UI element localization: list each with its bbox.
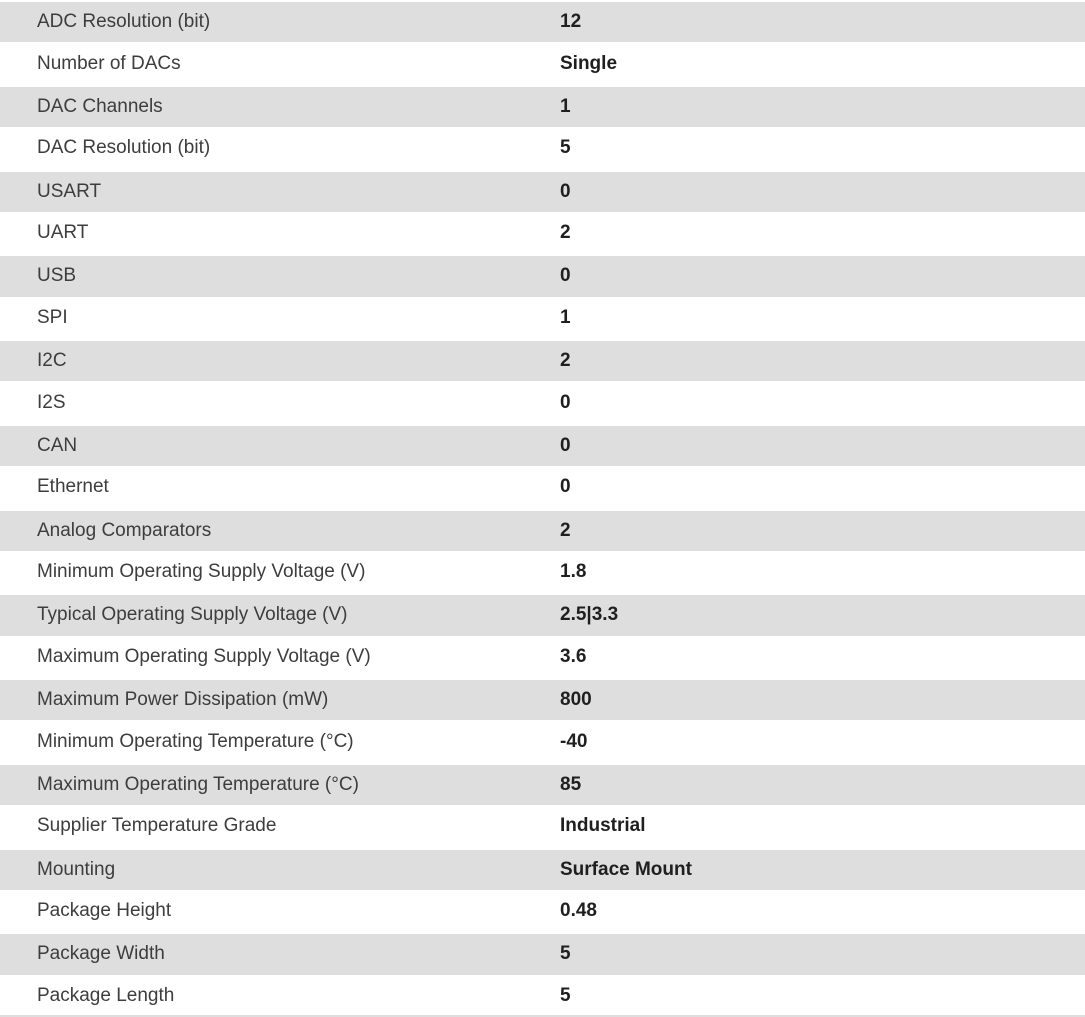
spec-row — [0, 848, 1085, 890]
spec-label: Number of DACs — [37, 52, 181, 74]
spec-row — [0, 424, 1085, 466]
spec-row — [0, 763, 1085, 805]
spec-value: 1 — [560, 95, 571, 117]
spec-row — [0, 720, 1085, 762]
spec-row — [0, 297, 1085, 339]
spec-value: 2 — [560, 519, 571, 541]
spec-value: 12 — [560, 11, 582, 33]
spec-value: 5 — [560, 943, 571, 965]
spec-value: Single — [560, 52, 618, 74]
spec-row — [0, 636, 1085, 678]
spec-value: 0 — [560, 180, 571, 202]
spec-label: Supplier Temperature Grade — [37, 815, 277, 837]
spec-row — [0, 212, 1085, 254]
spec-label: Minimum Operating Temperature (°C) — [37, 730, 354, 752]
spec-label: Typical Operating Supply Voltage (V) — [37, 604, 348, 626]
spec-value: 0 — [560, 434, 571, 456]
spec-label: Maximum Power Dissipation (mW) — [37, 689, 329, 711]
spec-label: Package Length — [37, 984, 175, 1006]
spec-label: Analog Comparators — [37, 519, 212, 541]
spec-value: Surface Mount — [560, 858, 692, 880]
spec-row — [0, 593, 1085, 635]
spec-label: CAN — [37, 434, 78, 456]
spec-value: 2 — [560, 350, 571, 372]
spec-value: 2 — [560, 222, 571, 244]
spec-row — [0, 42, 1085, 84]
spec-row — [0, 339, 1085, 381]
spec-row — [0, 890, 1085, 932]
spec-label: Package Height — [37, 900, 172, 922]
spec-label: SPI — [37, 306, 68, 328]
spec-row — [0, 254, 1085, 296]
spec-value: 1.8 — [560, 561, 587, 583]
spec-row — [0, 805, 1085, 847]
spec-label: Mounting — [37, 858, 116, 880]
spec-label: Ethernet — [37, 476, 109, 498]
spec-label: USB — [37, 265, 77, 287]
spec-value: 800 — [560, 689, 592, 711]
spec-value: -40 — [560, 730, 588, 752]
spec-label: I2S — [37, 391, 66, 413]
spec-row — [0, 381, 1085, 423]
spec-row — [0, 0, 1085, 42]
spec-value: 0 — [560, 476, 571, 498]
spec-label: Maximum Operating Supply Voltage (V) — [37, 645, 371, 667]
spec-label: ADC Resolution (bit) — [37, 11, 211, 33]
spec-value: 1 — [560, 306, 571, 328]
spec-value: Industrial — [560, 815, 646, 837]
spec-label: Minimum Operating Supply Voltage (V) — [37, 561, 366, 583]
spec-value: 5 — [560, 137, 571, 159]
spec-value: 85 — [560, 773, 582, 795]
spec-label: USART — [37, 180, 102, 202]
spec-label: DAC Resolution (bit) — [37, 137, 211, 159]
spec-label: Maximum Operating Temperature (°C) — [37, 773, 359, 795]
spec-row — [0, 551, 1085, 593]
spec-value: 5 — [560, 984, 571, 1006]
spec-label: Package Width — [37, 943, 165, 965]
spec-row — [0, 678, 1085, 720]
spec-value: 0 — [560, 265, 571, 287]
spec-value: 0 — [560, 391, 571, 413]
spec-row — [0, 85, 1085, 127]
spec-label: UART — [37, 222, 89, 244]
spec-row — [0, 509, 1085, 551]
spec-row — [0, 975, 1085, 1017]
spec-value: 3.6 — [560, 645, 587, 667]
spec-row — [0, 932, 1085, 974]
spec-row — [0, 466, 1085, 508]
spec-label: I2C — [37, 350, 67, 372]
spec-value: 0.48 — [560, 900, 597, 922]
spec-value: 2.5|3.3 — [560, 604, 619, 626]
spec-row — [0, 170, 1085, 212]
spec-row — [0, 127, 1085, 169]
spec-label: DAC Channels — [37, 95, 163, 117]
